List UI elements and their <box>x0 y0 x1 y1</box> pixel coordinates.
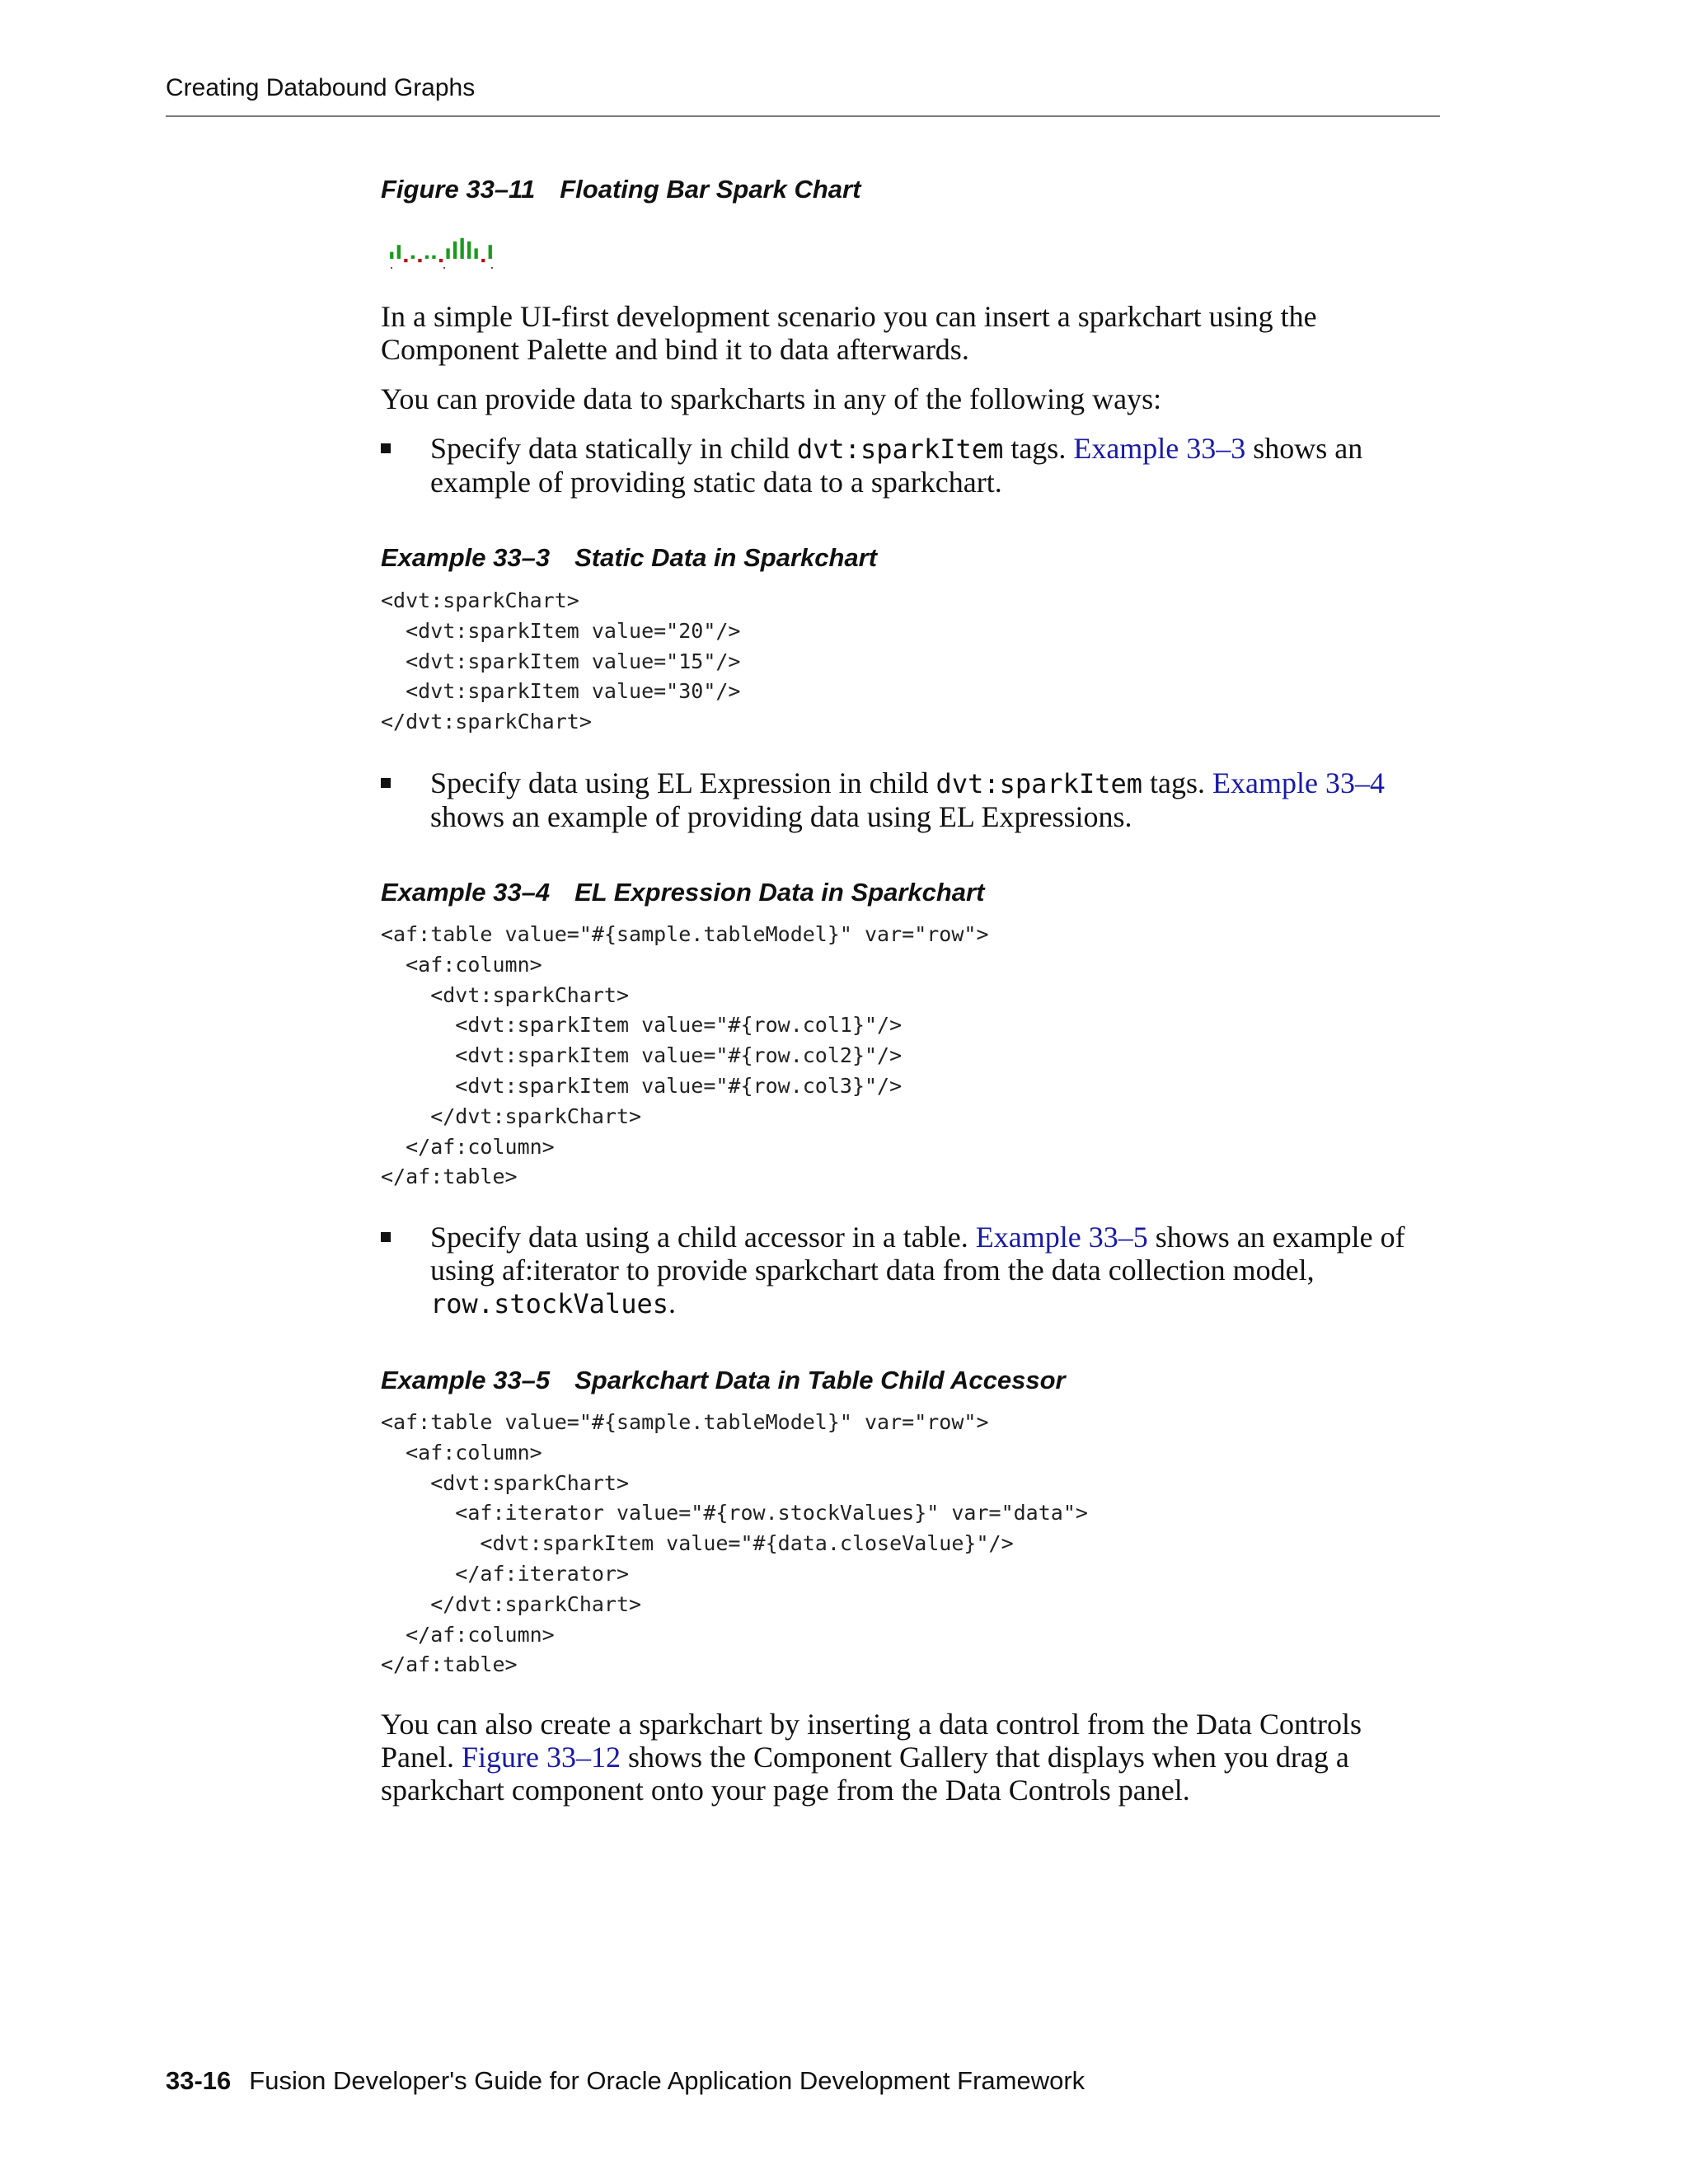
bullet-marker <box>381 1232 391 1242</box>
spark-bar <box>411 255 415 259</box>
figure-title: Floating Bar Spark Chart <box>560 175 861 204</box>
bullet-marker <box>381 778 391 788</box>
spark-bar <box>397 245 401 259</box>
code-block: <af:table value="#{sample.tableModel}" var="row"> <af:column> <dvt:sparkChart> <dvt:sparkItem value="#{row.col1}"/> <dvt:sparkItem value="#{row.col2}"/> <dvt:sparkItem value="#{row.col3}"/> </dvt:sparkChart> </af:column> </af:table> <box>381 922 989 1189</box>
running-header: Creating Databound Graphs <box>166 74 476 101</box>
spark-bar <box>467 241 471 259</box>
spark-axis-dot <box>391 267 392 269</box>
example-number: Example 33–5 <box>381 1366 551 1394</box>
bullet-text: Specify data using a child accessor in a table. <box>430 1221 968 1254</box>
book-title: Fusion Developer's Guide for Oracle Application Development Framework <box>249 2066 1085 2095</box>
code-block: <af:table value="#{sample.tableModel}" var="row"> <af:column> <dvt:sparkChart> <af:iterator value="#{row.stockValues}" var="data"> <dvt:sparkItem value="#{data.closeValue}"/> </af:iterator> </dvt:sparkChart> </af:column> </af:table> <box>381 1410 1088 1677</box>
bullet-text: Specify data using EL Expression in child <box>430 766 929 799</box>
bullet-text: shows an example of providing static data to a sparkchart. <box>430 432 1363 499</box>
spark-bar <box>390 252 393 259</box>
figure-number: Figure 33–11 <box>381 175 536 204</box>
spark-axis-dot <box>491 267 493 269</box>
paragraph-text: You can also create a sparkchart by inserting a data control from the Data Controls Panel. <box>381 1708 1362 1774</box>
spark-bar <box>475 248 478 259</box>
example-caption <box>381 878 984 907</box>
bullet-text: Specify data statically in child <box>430 432 790 465</box>
inline-code: dvt:sparkItem <box>796 434 1004 465</box>
spark-bar <box>481 259 485 262</box>
example-caption <box>381 1366 1066 1395</box>
inline-code: row.stockValues <box>430 1288 668 1319</box>
bullet-text: shows an example of using af:iterator to provide sparkchart data from the data collection model, <box>430 1221 1405 1286</box>
example-link[interactable]: Example 33–5 <box>975 1221 1148 1254</box>
spark-bar <box>418 259 421 262</box>
spark-bar <box>404 259 407 262</box>
spark-axis-dot <box>443 267 445 269</box>
example-link[interactable]: Example 33–3 <box>1073 432 1246 465</box>
bullet-text: tags. <box>1010 432 1067 465</box>
paragraph-text: shows the Component Gallery that displays when you drag a sparkchart component onto your page from the Data Controls panel. <box>381 1741 1349 1807</box>
figure-link[interactable]: Figure 33–12 <box>461 1741 621 1774</box>
inline-code: dvt:sparkItem <box>935 768 1142 799</box>
example-number: Example 33–3 <box>381 543 551 572</box>
spark-bar <box>453 241 457 259</box>
bullet-marker <box>381 443 391 453</box>
floating-bar-spark-chart <box>384 231 498 270</box>
figure-caption <box>381 175 860 204</box>
spark-bar <box>439 259 443 262</box>
example-number: Example 33–4 <box>381 878 551 907</box>
page-footer <box>166 2066 1085 2096</box>
spark-bar <box>461 238 464 259</box>
header-rule <box>166 115 1440 117</box>
bullet-text: tags. <box>1150 766 1205 799</box>
spark-bar <box>432 255 435 259</box>
example-title: EL Expression Data in Sparkchart <box>574 878 985 907</box>
bullet-text: shows an example of providing data using EL Expressions. <box>430 800 1132 833</box>
page-number: 33-16 <box>166 2066 232 2095</box>
code-block: <dvt:sparkChart> <dvt:sparkItem value="20"/> <dvt:sparkItem value="15"/> <dvt:sparkItem value="30"/> </dvt:sparkChart> <box>381 588 741 734</box>
closing-paragraph <box>381 1708 1428 1807</box>
example-link[interactable]: Example 33–4 <box>1212 766 1385 799</box>
example-title: Sparkchart Data in Table Child Accessor <box>574 1366 1066 1394</box>
ways-paragraph: You can provide data to sparkcharts in any of the following ways: <box>381 382 1162 415</box>
example-caption <box>381 543 877 573</box>
spark-bar <box>425 255 429 259</box>
example-title: Static Data in Sparkchart <box>574 543 878 572</box>
intro-paragraph: In a simple UI-first development scenario you can insert a sparkchart using the Component Palette and bind it to data afterwards. <box>381 300 1317 366</box>
spark-bar <box>489 245 492 259</box>
spark-bar <box>446 248 449 259</box>
bullet-text: . <box>668 1286 676 1319</box>
